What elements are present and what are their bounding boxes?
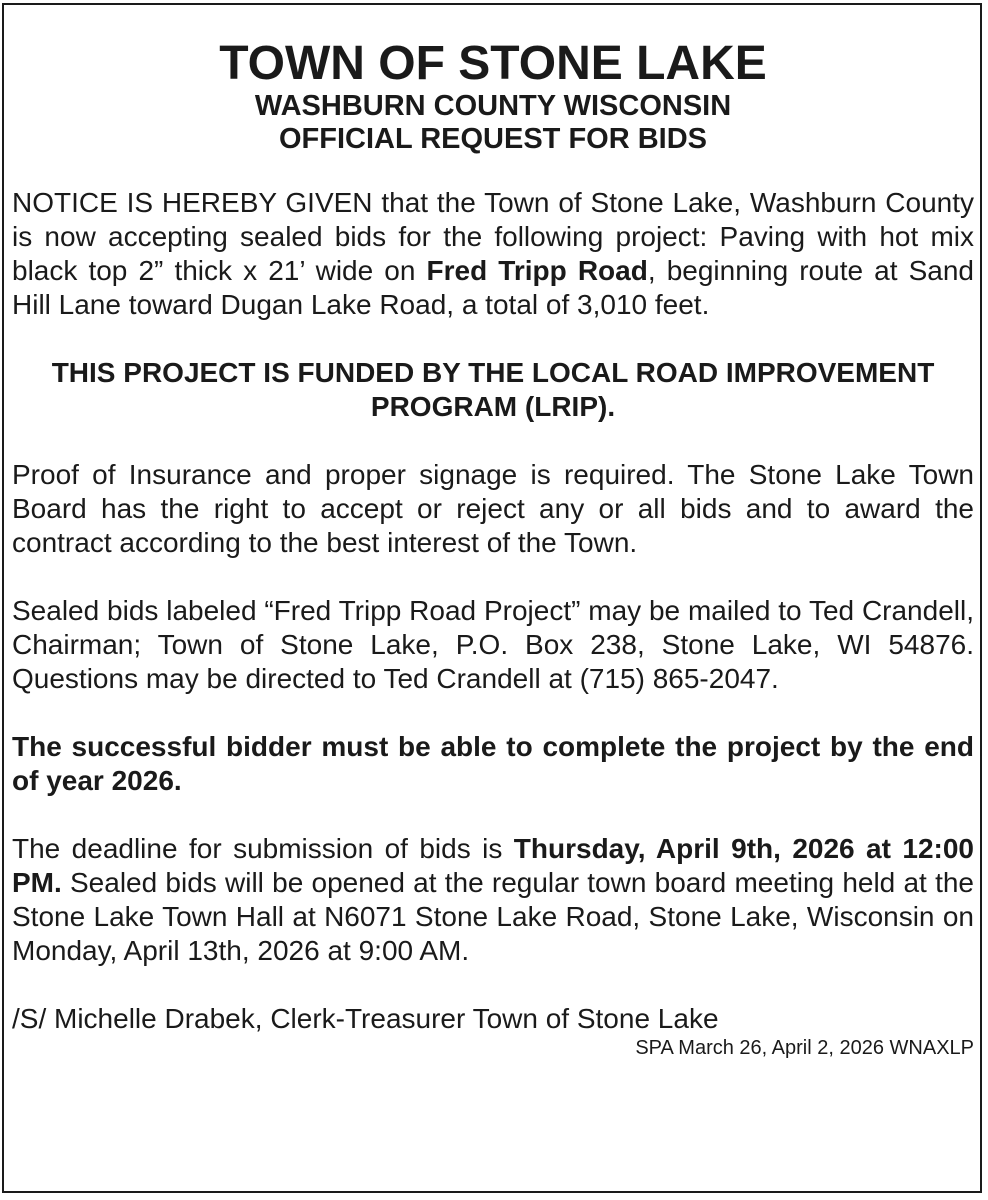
request-heading: OFFICIAL REQUEST FOR BIDS <box>278 123 708 155</box>
legal-notice <box>12 38 974 1060</box>
insurance-paragraph: Proof of Insurance and proper signage is required. The Stone Lake Town Board has the right to accept or reject any or all bids and to award the contract according to the best interest of the Town. <box>12 459 974 558</box>
deadline-date-time: Thursday, April 9th, 2026 at 12:00 PM. <box>12 833 974 898</box>
notice-title: TOWN OF STONE LAKE <box>219 37 767 90</box>
deadline-paragraph <box>12 832 974 968</box>
notice-intro: NOTICE IS HEREBY GIVEN that the Town of Stone Lake, Washburn County is now accepting sealed bids for the following project: Paving with hot mix black top 2” thick x 21’ wide on <box>12 187 974 286</box>
funding-statement: THIS PROJECT IS FUNDED BY THE LOCAL ROAD IMPROVEMENT PROGRAM (LRIP). <box>51 357 935 422</box>
publication-line: SPA March 26, April 2, 2026 WNAXLP <box>635 1037 974 1059</box>
road-name: Fred Tripp Road <box>426 255 648 286</box>
opening-details: Sealed bids will be opened at the regular town board meeting held at the Stone Lake Town Hall at N6071 Stone Lake Road, Stone Lake, Wisconsin on Monday, April 13th, 2026 at 9:00 AM. <box>12 867 974 966</box>
completion-requirement: The successful bidder must be able to complete the project by the end of year 2026. <box>12 731 974 796</box>
mailing-paragraph: Sealed bids labeled “Fred Tripp Road Project” may be mailed to Ted Crandell, Chairman; Town of Stone Lake, P.O. Box 238, Stone Lake, WI 54876. Questions may be directed to Ted Crandell at (715) 865-2047. <box>12 595 974 694</box>
county-heading: WASHBURN COUNTY WISCONSIN <box>254 90 732 122</box>
deadline-lead: The deadline for submission of bids is <box>12 833 514 864</box>
clerk-signature: /S/ Michelle Drabek, Clerk-Treasurer Town of Stone Lake <box>12 1003 719 1034</box>
route-description: , beginning route at Sand Hill Lane toward Dugan Lake Road, a total of 3,010 feet. <box>12 255 974 320</box>
notice-paragraph <box>12 186 974 322</box>
